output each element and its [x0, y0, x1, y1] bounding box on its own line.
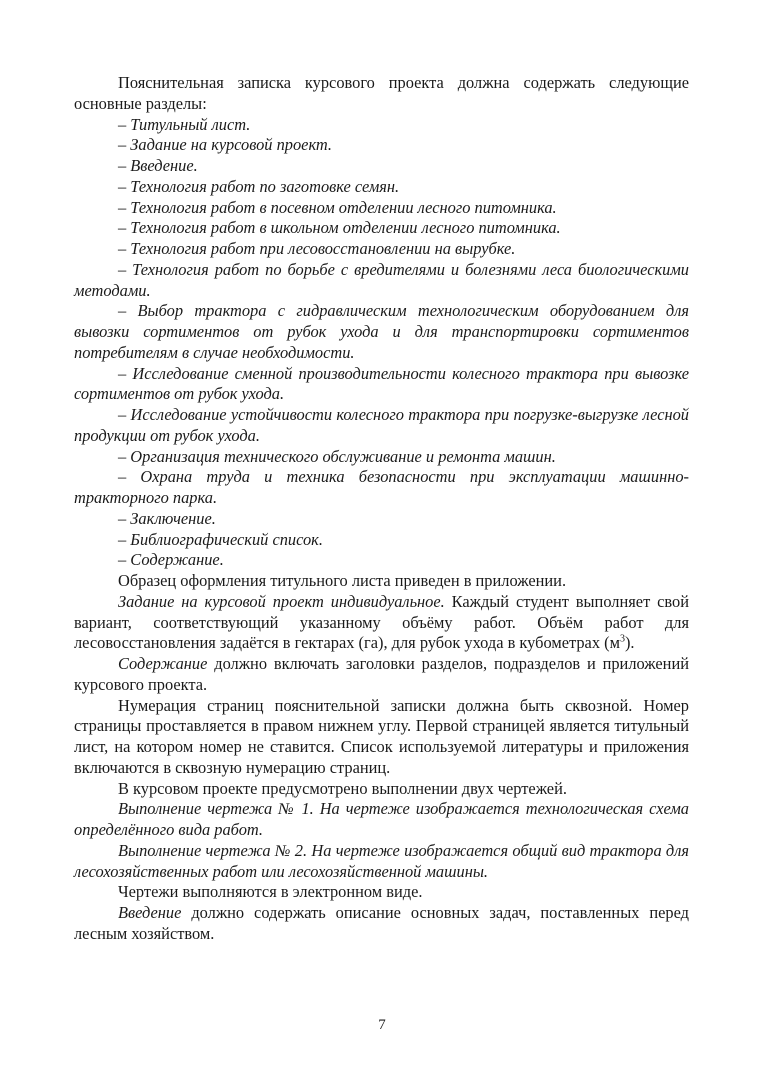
- section-item: – Технология работ при лесовосстановлении на вырубке.: [118, 239, 516, 258]
- contents-body: должно включать заголовки разделов, подразделов и приложений курсового проекта.: [74, 654, 689, 694]
- section-item: – Выбор трактора с гидравлическим технологическим оборудованием для вывозки сортиментов от рубок ухода и для транспортировки сортиментов потребителям в случае необходимости.: [74, 301, 689, 362]
- drawing-1-paragraph: Выполнение чертежа № 1. На чертеже изображается технологическая схема определённого вида работ.: [74, 799, 689, 839]
- task-lead: Задание на курсовой проект индивидуальное.: [118, 591, 445, 611]
- section-item: – Технология работ в школьном отделении лесного питомника.: [118, 218, 561, 238]
- page-body: [74, 73, 689, 945]
- introduction-body: должно содержать описание основных задач, поставленных перед лесным хозяйством.: [74, 903, 689, 943]
- section-item: – Содержание.: [118, 550, 224, 570]
- intro-line-1: Пояснительная записка курсового проекта должна содержать следующие: [118, 73, 689, 92]
- section-item: – Технология работ в посевном отделении лесного питомника.: [118, 197, 557, 217]
- section-item: – Библиографический список.: [118, 529, 323, 549]
- intro-paragraph-end: [74, 94, 689, 115]
- intro-paragraph: [74, 73, 689, 94]
- section-item: – Исследование устойчивости колесного трактора при погрузке-выгрузке лесной продукции от рубок ухода.: [74, 405, 689, 445]
- section-item: – Заключение.: [118, 508, 216, 528]
- contents-paragraph: [74, 654, 689, 696]
- section-item: – Задание на курсовой проект.: [118, 135, 333, 155]
- introduction-lead: Введение: [118, 903, 182, 922]
- section-item: – Исследование сменной производительности колесного трактора при вывозке сортиментов от рубок ухода.: [74, 363, 689, 404]
- electronic-paragraph: Чертежи выполняются в электронном виде.: [118, 882, 423, 902]
- task-body: Каждый студент выполняет свой вариант, соответствующий указанному объёму работ. Объём работ для лесовосстановления задаётся в гектарах (га), для рубок ухода в кубометрах (м: [74, 591, 690, 653]
- task-superscript: 3: [619, 633, 625, 645]
- section-item: – Технология работ по заготовке семян.: [118, 176, 400, 196]
- section-item: – Титульный лист.: [118, 114, 251, 134]
- task-paragraph: [74, 592, 689, 654]
- title-sample-paragraph: Образец оформления титульного листа приведен в приложении.: [118, 571, 567, 590]
- section-item: – Организация технического обслуживание и ремонта машин.: [118, 446, 556, 466]
- section-item: – Охрана труда и техника безопасности при эксплуатации машинно-тракторного парка.: [74, 467, 689, 507]
- page-number: 7: [378, 1017, 386, 1033]
- numbering-paragraph: Нумерация страниц пояснительной записки должна быть сквозной. Номер страницы проставляется в правом нижнем углу. Первой страницей является титульный лист, на котором номер не ставится. Список используемой литературы и приложения включаются в сквозную нумерацию страниц.: [74, 695, 689, 777]
- section-item: – Технология работ по борьбе с вредителями и болезнями леса биологическими методами.: [74, 259, 689, 300]
- contents-lead: Содержание: [118, 654, 208, 673]
- introduction-paragraph: [74, 903, 689, 945]
- intro-line-2: основные разделы:: [74, 93, 207, 113]
- drawings-paragraph: В курсовом проекте предусмотрено выполнении двух чертежей.: [118, 778, 567, 798]
- section-item: – Введение.: [118, 156, 198, 175]
- task-end: ).: [624, 633, 635, 653]
- drawing-2-paragraph: Выполнение чертежа № 2. На чертеже изображается общий вид трактора для лесохозяйственных работ или лесохозяйственной машины.: [74, 840, 689, 881]
